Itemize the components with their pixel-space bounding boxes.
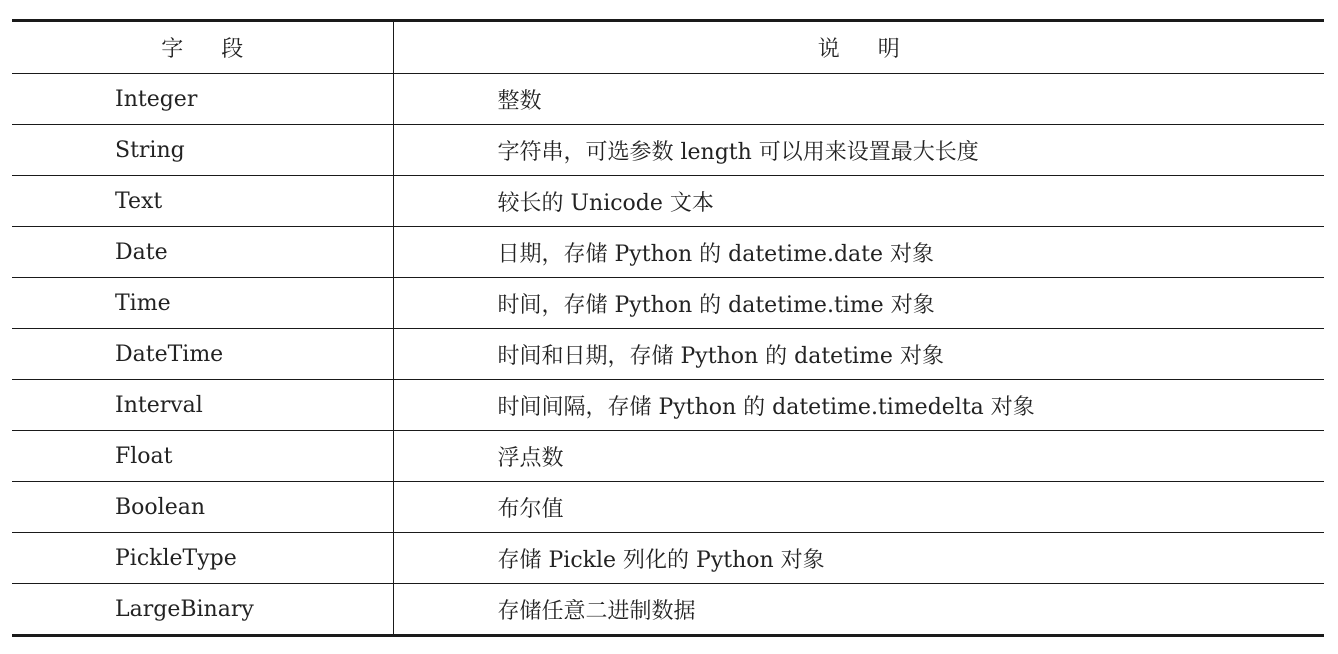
header-description: 说明	[817, 37, 938, 62]
table-row	[12, 482, 1324, 533]
description-cell: 时间，存储 Python 的 datetime.time 对象	[497, 292, 935, 318]
table-row	[12, 176, 1324, 227]
field-cell: Boolean	[12, 482, 393, 533]
header-field: 字段	[12, 21, 393, 74]
description-cell: 布尔值	[497, 496, 564, 522]
field-cell: Integer	[12, 74, 393, 125]
field-types-table-container	[12, 19, 1324, 637]
description-cell: 时间和日期，存储 Python 的 datetime 对象	[497, 343, 944, 369]
field-cell: DateTime	[12, 329, 393, 380]
field-cell: Interval	[12, 380, 393, 431]
table-header	[12, 21, 1324, 74]
description-cell: 较长的 Unicode 文本	[497, 190, 714, 216]
table-row	[12, 329, 1324, 380]
field-cell: String	[12, 125, 393, 176]
header-row	[12, 21, 1324, 74]
field-cell: PickleType	[12, 533, 393, 584]
description-cell: 存储任意二进制数据	[497, 598, 696, 624]
table-row	[12, 74, 1324, 125]
field-cell: LargeBinary	[12, 584, 393, 636]
table-row	[12, 125, 1324, 176]
field-types-table	[12, 19, 1324, 637]
table-row	[12, 227, 1324, 278]
description-cell: 浮点数	[497, 445, 564, 471]
table-row	[12, 533, 1324, 584]
field-cell: Text	[12, 176, 393, 227]
description-cell: 存储 Pickle 列化的 Python 对象	[497, 547, 825, 573]
description-cell: 日期，存储 Python 的 datetime.date 对象	[497, 241, 934, 267]
table-row	[12, 431, 1324, 482]
field-cell: Date	[12, 227, 393, 278]
table-body	[12, 74, 1324, 636]
table-row	[12, 380, 1324, 431]
description-cell: 字符串，可选参数 length 可以用来设置最大长度	[497, 139, 979, 165]
table-row	[12, 278, 1324, 329]
field-cell: Time	[12, 278, 393, 329]
description-cell: 整数	[497, 88, 542, 114]
table-row	[12, 584, 1324, 636]
field-cell: Float	[12, 431, 393, 482]
description-cell: 时间间隔，存储 Python 的 datetime.timedelta 对象	[497, 394, 1035, 420]
